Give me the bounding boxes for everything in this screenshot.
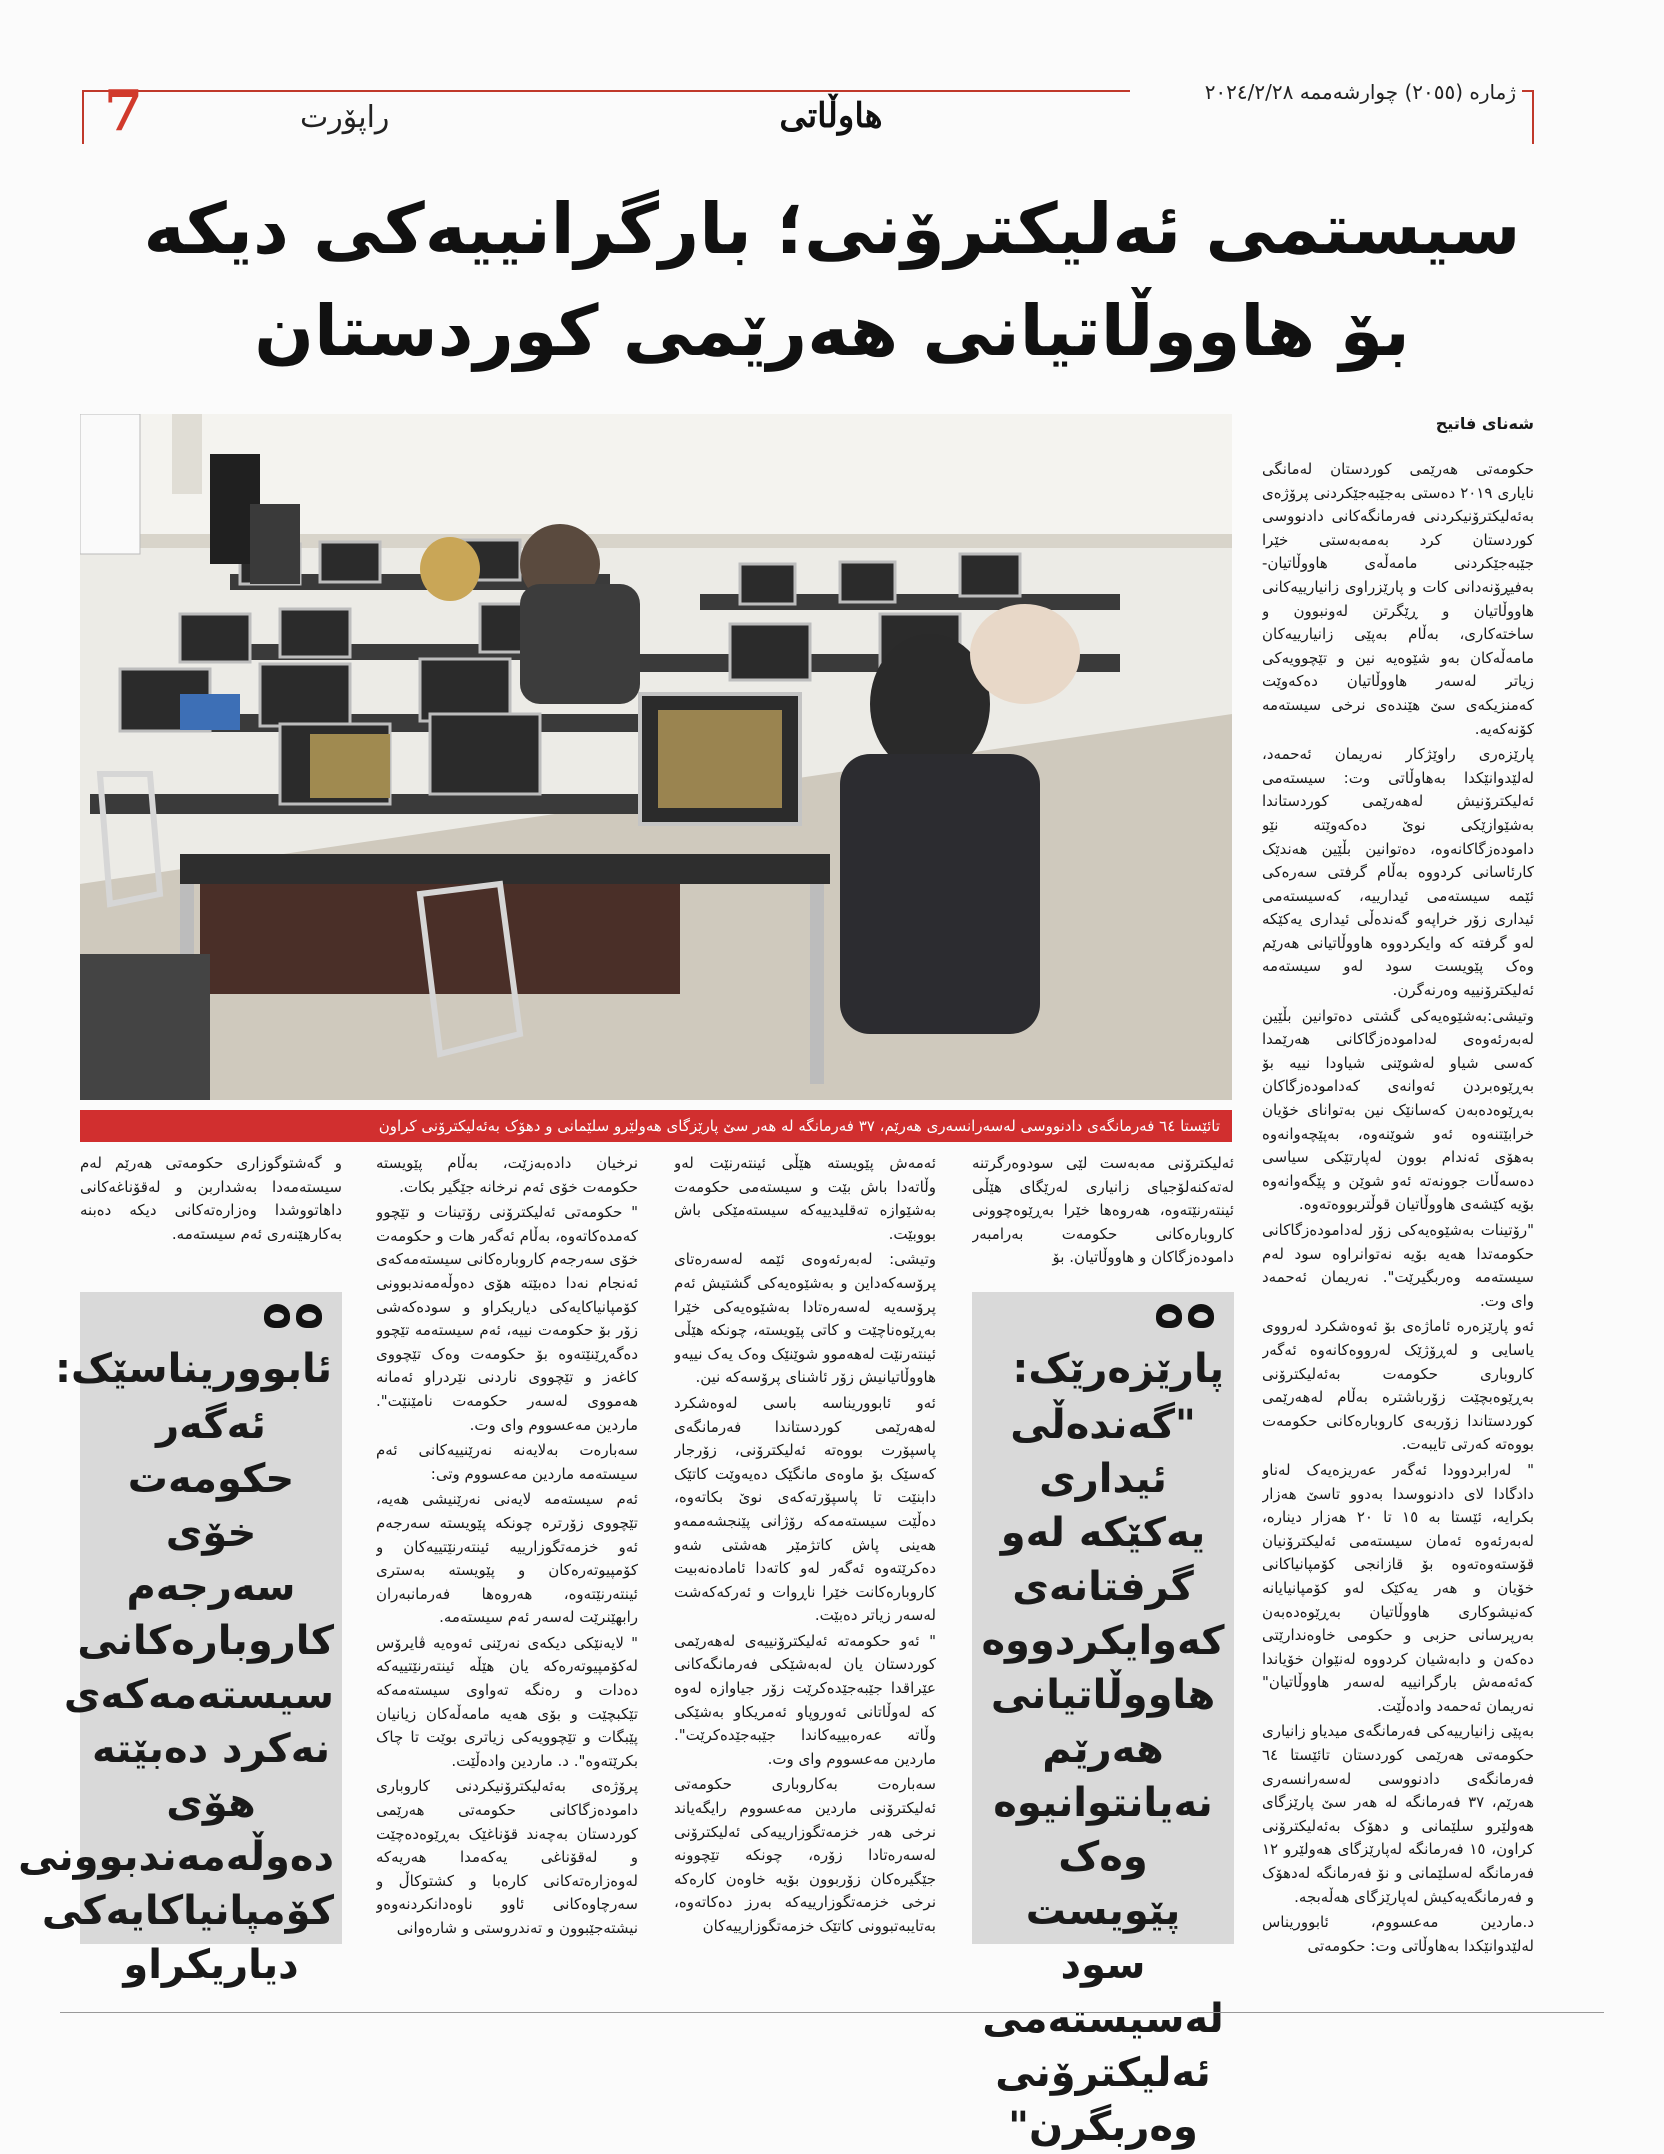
paragraph: بەپێی زانیارییەکی فەرمانگەی میدیاو زانیاری حکومەتی هەرێمی کوردستان تائێستا ٦٤ فەرمانگەی دادنووسی لەسەرانسەری هەرێم، ٣٧ فەرمانگە لە هەر سێ پارێزگای هەولێرو سلێمانی و دهۆک بەئەلیکترۆنی کراون، ١٥ فەرمانگە لەپارێزگای هەولێرو ١٢ فەرمانگە لەسلێمانی و نۆ فەرمانگە لەدهۆک و فەرمانگەیەکیش لەپارێزگای هەڵەبجە.	[1262, 1722, 1534, 1906]
double-quote-icon	[264, 1304, 324, 1328]
pull-quote-text: "گەندەڵی ئیداری یەکێکە لەو گرفتانەی کەوایکردووە هاووڵاتیانی هەرێم نەیانتوانیوە وەک پێویست سود لەسیستەمی ئەلیکترۆنی وەربگرن"	[981, 1402, 1225, 2150]
pull-quote-text: ئەگەر حکومەت خۆی سەرجەم کاروبارەکانی سیستەمەکەی نەکرد دەبێتە هۆی دەوڵەمەندبوونی کۆمپانیاکایەکی دیاریکراو	[18, 1402, 334, 1988]
paragraph: " ئەو حکومەتە ئەلیکترۆنییەی لەهەرێمی کوردستان یان لەبەشێکی فەرمانگەکانی عێراقدا جێبەجێدەکرێت زۆر جیاوازە لەوە کە لەوڵاتانی ئەوروپاو ئەمریکاو بەشێکی وڵاتە عەرەبییەکاندا جێبەجێدەکرێت". ماردین مەعسووم وای وت.	[674, 1631, 936, 1768]
paragraph: ئەو ئابووریناسە باسی لەوەشکرد لەهەرێمی کوردستاندا فەرمانگەی پاسپۆرت بووەتە ئەلیکترۆنی، زۆرجار کەسێک بۆ ماوەی مانگێک دەیەوێت کاتێک دابنێت تا پاسپۆرتەکەی نوێ بکاتەوە، دەڵێت سیستەمەکە رۆژانی پێنجشەممەو هەینی پاش کاتژمێر هەشتی شەو دەکرێتەوە ئەگەر لەو کاتەدا ئامادەنەبیت کاروبارەکانت خێرا ناڕوات و ئەرکەکەشت لەسەر زیاتر دەبێت.	[674, 1393, 936, 1625]
page-number: 7	[104, 78, 143, 144]
pull-quote-speaker: پارێزەرێک:	[1012, 1346, 1224, 1392]
section-label: راپۆرت	[300, 100, 390, 135]
paragraph: حکومەتی هەرێمی کوردستان لەمانگی نایاری ٢٠١٩ دەستی بەجێبەجێکردنی پرۆژەی بەئەلیکترۆنیکردنی فەرمانگەکانی دادنووسی کوردستان کرد بەمەبەستی خێرا جێبەجێکردنی مامەڵەی هاووڵاتیان- بەفیڕۆنەدانی کات و پارێزراوی زانیارییەکانی هاووڵاتیان و ڕێگرتن لەونبوون و ساختەکاری، بەڵام بەپێی زانیارییەکان مامەڵەکان بەو شێوەیە نین و تێچوویەکی زیاتر لەسەر هاووڵاتیان دەکەوێت کەمنزیکەی سێ هێندەی نرخی سیستەمە کۆنەکەیە.	[1262, 460, 1534, 738]
paragraph: و گەشتوگوزاری حکومەتی هەرێم لەم سیستەمەدا بەشداربن و لەقۆناغەکانی داهاتووشدا وەزارەتەکانی دیکە دەبنە بەکارهێنەری ئەم سیستەمە.	[80, 1154, 342, 1242]
article-column-b	[972, 1152, 1234, 1297]
pull-quote-lawyer	[972, 1292, 1234, 2150]
article-photo	[80, 414, 1232, 1100]
paragraph: "رۆتینات بەشێوەیەکی زۆر لەدامودەزگاکانی حکومەتدا هەیە بۆیە نەتوانراوە سود لەم سیستەمە وەربگیرێت". نەریمان ئەحمەد وای وت.	[1262, 1221, 1534, 1310]
paragraph: نرخیان دادەبەزێت، بەڵام پێویستە حکومەت خۆی ئەم نرخانە جێگیر بکات.	[376, 1154, 638, 1196]
issue-info: ژماره (٢٠٥٥) چوارشەممە ٢٠٢٤/٢/٢٨	[1130, 78, 1522, 106]
photo-caption: تائێستا ٦٤ فەرمانگەی دادنووسی لەسەرانسەری هەرێم، ٣٧ فەرمانگە لە هەر سێ پارێزگای هەولێرو سلێمانی و دهۆک بەئەلیکترۆنی کراون	[80, 1110, 1232, 1142]
headline-line-1: سیستمی ئەلیکترۆنی؛ بارگرانییەکی دیکە	[143, 188, 1521, 270]
article-column-c	[674, 1152, 936, 2012]
pull-quote-economist	[18, 1292, 342, 1988]
bottom-rule	[60, 2012, 1604, 2013]
byline: شەنای فاتیح	[1435, 414, 1534, 433]
paragraph: " لەرابردوودا ئەگەر عەریزەیەک لەناو دادگادا لای دادنووسدا بەدوو تاسێ هەزار بکرایە، ئێستا بە ١٥ تا ٢٠ هەزار دینارە، لەبەرئەوە ئەمان سیستەمی ئەلیکترۆنیان قۆستەوەتەوە بۆ قازانجی کۆمپانیاکانی خۆیان و هەر یەکێک لەو کۆمپانیایانە کەنیشوکاری هاووڵاتیان بەڕێوەدەبەن بەرپرسانی حزبی و حکومی خاوەندارێتی دەکەن و دابەشیان کردووە لەنێوان خۆیاندا کەئەمەش بارگرانییە لەسەر هاووڵاتیان" نەریمان ئەحمەد وادەڵێت.	[1262, 1460, 1534, 1715]
paragraph: " لایەنێکی دیکەی نەرێنی ئەوەیە ڤایرۆس لەکۆمپیوتەرەکە یان هێڵە ئینتەرنێتییەکە دەدات و رەنگە تەواوی سیستەمەکە تێکبچێت و بۆی هەیە مامەڵەکان زیانیان پێبگات و تێچوویەکی زیاتری بوێت تا چاک بکرێتەوە". د. ماردین وادەڵێت.	[376, 1633, 638, 1770]
masthead-logo: هاوڵاتی	[779, 96, 883, 136]
double-quote-icon	[1156, 1304, 1216, 1328]
paragraph: پرۆژەی بەئەلیکترۆنیکردنی کاروباری دامودەزگاکانی حکومەتی هەرێمی کوردستان بەچەند قۆناغێک بەڕێوەدەچێت و لەقۆناغی یەکەمدا هەریەکە لەوەزارەتەکانی کارەبا و کشتوکاڵ و سەرچاوەکانی ئاوو ناوەدانکردنەوەو نیشتەجێبوون و تەندروستی و شارەوانی	[376, 1777, 638, 1937]
article-column-right	[1262, 458, 1534, 1993]
paragraph: ئەم سیستەمە لایەنی نەرێنیشی هەیە، تێچووی زۆرترە چونکە پێویستە سەرجەم ئەو خزمەتگوزارییە ئینتەرنێتییەکان و کۆمپیوتەرەکان و پێویستە بەستری ئینتەرنێتەوە، هەروەها فەرمانبەران رابهێنرێت لەسەر ئەم سیستەمە.	[376, 1490, 638, 1627]
paragraph: " حکومەتی ئەلیکترۆنی رۆتینات و تێچوو کەمدەکاتەوە، بەڵام ئەگەر هات و حکومەت خۆی سەرجەم کاروبارەکانی سیستەمەکەی ئەنجام نەدا دەبێتە هۆی دەوڵەمەندبوونی کۆمپانیاکایەکی دیاریکراو و سودەکەشی زۆر بۆ حکومەت نییە، ئەم سیستەمە تێچوو دەگەڕێنێتەوە بۆ حکومەت وەک تێچووی کاغەز و تێچووی ناردنی نێردراو ئەمانە هەمووی لەسەر حکومەت نامێنێت". ماردین مەعسووم وای وت.	[376, 1203, 638, 1434]
paragraph: سەبارەت بەکاروباری حکومەتی ئەلیکترۆنی ماردین مەعسووم رایگەیاند نرخی هەر خزمەتگوزارییەکی ئەلیکترۆنی لەسەرەتادا زۆرە، چونکە تێچوونە جێگیرەکان زۆربوون بۆیە خاوەن کارەکە نرخی خزمەتگوزارییەکە بەرز دەکاتەوە، بەتایبەتبوونی کاتێک خزمەتگوزارییەکان	[674, 1775, 936, 1935]
paragraph: ئەمەش پێویستە هێڵی ئینتەرنێت لەو وڵاتەدا باش بێت و سیستەمی حکومەت بەشێوازە تەقلیدییەکە سیستەمێکی باش بووبێت.	[674, 1154, 936, 1243]
paragraph: ئەلیکترۆنی مەبەست لێی سودوەرگرتنە لەتەکنەلۆجیای زانیاری لەرێگای هێڵی ئینتەرنێتەوە، هەروەها خێرا بەڕێوەچوونی کاروبارەکانی حکومەت بەرامبەر دامودەزگاکان و هاووڵاتیان. بۆ	[972, 1154, 1234, 1267]
article-column-e	[80, 1152, 342, 1242]
article-column-d	[376, 1152, 638, 2012]
paragraph: سەبارەت بەلایەنە نەرێنییەکانی ئەم سیستەمە ماردین مەعسووم وتی:	[376, 1441, 638, 1483]
pull-quote-speaker: ئابووریناسێک:	[54, 1346, 332, 1392]
paragraph: د.ماردین مەعسووم، ئابووریناس لەلێدوانێکدا بەهاوڵاتی وت: حکومەتی	[1262, 1913, 1534, 1955]
paragraph: ئەو پارێزەرە ئاماژەی بۆ ئەوەشکرد لەرووی یاسایی و لەڕۆژێک لەرووەکانەوە ئەگەر کاروباری حکومەت بەئەلیکترۆنی بەڕێوەبچێت زۆرباشترە بەڵام لەهەرێمی کوردستاندا زۆربەی کاروبارەکانی حکومەت بووەتە کەرتی تایبەت.	[1262, 1317, 1534, 1454]
paragraph: وتیشی: لەبەرئەوەی ئێمە لەسەرەتای پرۆسەکەداین و بەشێوەیەکی گشتیش ئەم پرۆسەیە لەسەرەتادا بەشێوەیەکی خێرا بەڕێوەناچێت و کاتی پێویستە، چونکە هێڵی ئینتەرنێت لەهەموو شوێنێک وەک یەک نییەو هاووڵاتیانیش زۆر ئاشنای پرۆسەکە نین.	[674, 1250, 936, 1387]
paragraph: وتیشی:بەشێوەیەکی گشتی دەتوانین بڵێین لەبەرئەوەی لەدامودەزگاکانی هەرێمدا کەسی شیاو لەشوێنی شیاودا نییە بۆ بەڕێوەبردن ئەوانەی کەدامودەزگاکان بەڕێوەدەبەن کەسانێک نین بەتوانای خۆیان خرابێتنەوە ئەو شوێنەوە، بەپێچەوانەوە بەهۆی ئەندام بوون لەپارتێکی سیاسی دەسەڵات جوونەتە ئەو شوێن و پێگەوانەوە بۆیە کێشەی هاووڵاتیان قوڵتربووەتەوە.	[1262, 1006, 1534, 1214]
headline-line-2: بۆ هاووڵاتیانی هەرێمی کوردستان	[254, 290, 1410, 372]
paragraph: پارێزەری راوێژکار نەریمان ئەحمەد، لەلێدوانێکدا بەهاوڵاتی وت: سیستەمی ئەلیکترۆنیش لەهەرێمی کوردستاندا بەشێوازێکی نوێ دەکەوێتە نێو دامودەزگاکانەوە، دەتوانین بڵێین هەندێک کارئاسانی کردووە بەڵام گرفتی سەرەکی ئێمە سیستەمی ئیدارییە، کەسیستەمی ئیداری زۆر خراپەو گەندەڵی ئیداری یەکێکە لەو گرفتە کە وایکردووە هاووڵاتیانی هەرێم وەک پێویست سود لەو سیستەمە ئەلیکترۆنییە وەرنەگرن.	[1262, 745, 1534, 1000]
